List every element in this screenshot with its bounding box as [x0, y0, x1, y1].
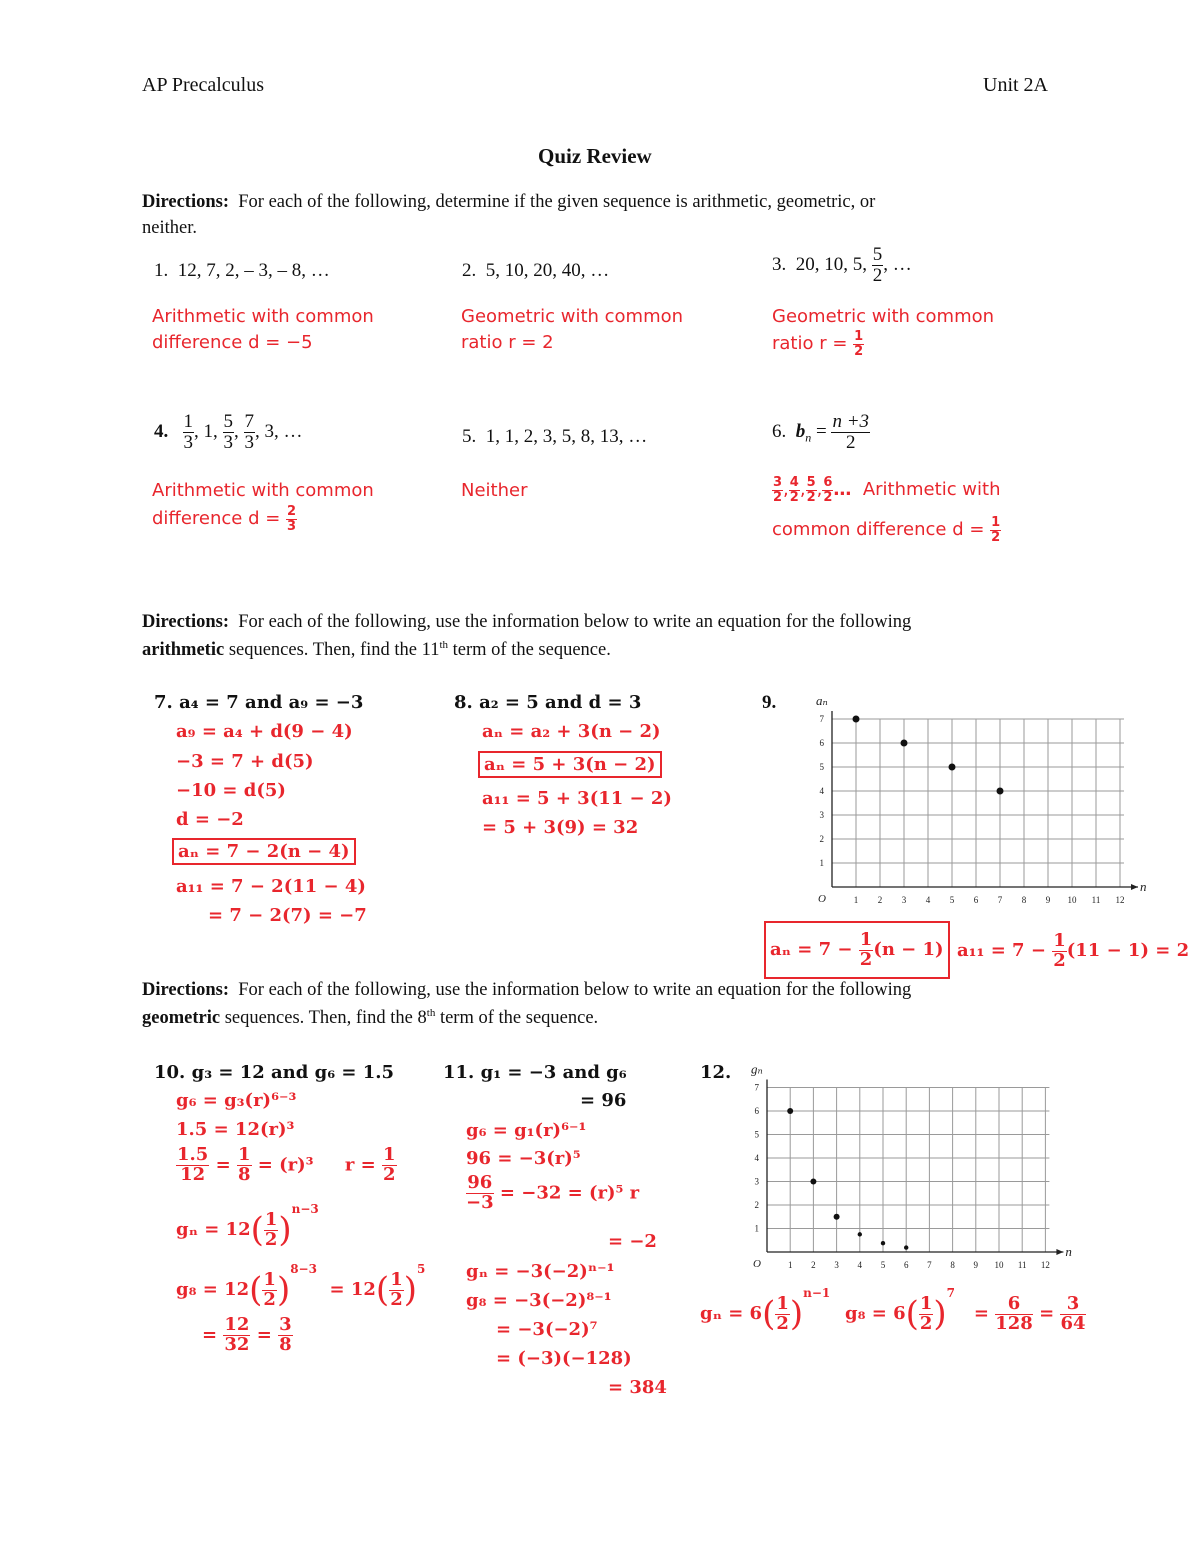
p8-line4: = 5 + 3(9) = 32 [482, 817, 639, 838]
problem-number: 2. [462, 260, 477, 281]
p11-line7: = (−3)(−128) [496, 1348, 632, 1369]
fraction: $\frac{3}{64}$ [1060, 1292, 1086, 1334]
fraction: $\frac{1}{8}$ [237, 1144, 251, 1185]
fraction: $\frac{5}{2}$ [806, 475, 816, 505]
sequence: 1, 1, 2, 3, 5, 8, 13, … [485, 426, 648, 447]
x-tick-label: 10 [994, 1260, 1004, 1270]
answer-2-line1: Geometric with common [461, 306, 684, 327]
fraction: $\frac{7}{3}$ [244, 411, 254, 453]
answer-1-line1: Arithmetic with common [152, 306, 374, 327]
data-point [858, 1232, 862, 1236]
x-tick-label: 8 [950, 1260, 955, 1270]
answer-6-line2: common difference d = $\frac{1}{2}$ [772, 515, 1001, 545]
p12-eighth-term: g₈ = 6( $\frac{1}{2}$ )$^7$ = $\frac{6}{128}$ = $\frac{3}{64}$ [845, 1286, 1086, 1334]
chart-problem-12 [745, 1060, 1100, 1280]
x-tick-label: 10 [1067, 895, 1077, 905]
data-point [997, 788, 1004, 795]
p8-line1: aₙ = a₂ + 3(n − 2) [482, 721, 661, 742]
problem-12-number: 12. [700, 1062, 732, 1083]
problem-number: 3. [772, 253, 787, 275]
x-tick-label: 4 [925, 895, 931, 905]
fraction: $\frac{1}{3}$ [183, 411, 193, 453]
p10-line3: $\frac{1.5}{12}$ = $\frac{1}{8}$ = (r)³ r = $\frac{1}{2}$ [177, 1144, 396, 1185]
problem-6: 6. $b_n$ = $\frac{n +3}{2}$ [772, 411, 870, 453]
answer-3-line1: Geometric with common [772, 306, 995, 327]
fraction: $\frac{1}{2}$ [776, 1292, 789, 1334]
p11-line3b: = −2 [608, 1231, 657, 1252]
x-axis-label: n [1065, 1244, 1072, 1259]
y-tick-label: 6 [819, 738, 824, 748]
x-tick-label: 2 [811, 1260, 816, 1270]
x-tick-label: 2 [877, 895, 883, 905]
directions-2-line2: arithmetic sequences. Then, find the 11th term of the sequence. [142, 639, 611, 661]
fraction: $\frac{96}{-3}$ [466, 1172, 494, 1213]
p11-line4: gₙ = −3(−2)ⁿ⁻¹ [466, 1261, 615, 1282]
directions-3-line2: geometric sequences. Then, find the 8th term of the sequence. [142, 1007, 599, 1029]
x-axis-arrow [1131, 884, 1138, 890]
y-tick-label: 6 [754, 1106, 759, 1116]
fraction: $\frac{1}{2}$ [390, 1268, 403, 1310]
y-tick-label: 4 [754, 1153, 759, 1163]
p11-line8: = 384 [608, 1377, 667, 1398]
fraction: $\frac{n +3}{2}$ [832, 411, 870, 453]
p9-boxed-equation: aₙ = 7 − $\frac{1}{2}$ (n − 1) [764, 921, 950, 979]
x-tick-label: 11 [1017, 1260, 1027, 1270]
problem-9-number: 9. [762, 692, 777, 713]
y-tick-label: 3 [819, 810, 824, 820]
data-point [853, 716, 860, 723]
p10-line2: 1.5 = 12(r)³ [176, 1119, 295, 1140]
y-tick-label: 4 [819, 786, 824, 796]
sequence: 12, 7, 2, – 3, – 8, … [177, 260, 330, 281]
y-tick-label: 2 [819, 834, 824, 844]
fraction: $\frac{6}{2}$ [823, 475, 833, 505]
p10-line4: gₙ = 12( $\frac{1}{2}$ )$^{n-3}$ [176, 1202, 319, 1250]
y-tick-label: 1 [754, 1223, 759, 1234]
y-tick-label: 7 [819, 714, 824, 724]
problem-10-given: 10. g₃ = 12 and g₆ = 1.5 [154, 1062, 395, 1083]
problem-7-given: 7. a₄ = 7 and a₉ = −3 [154, 692, 364, 713]
x-tick-label: 9 [973, 1260, 979, 1270]
x-tick-label: 6 [973, 895, 979, 905]
fraction: $\frac{2}{3}$ [287, 504, 297, 534]
problem-11-given: 11. g₁ = −3 and g₆ [443, 1062, 627, 1083]
problem-number: 6. [772, 420, 787, 442]
x-tick-label: 8 [1021, 895, 1027, 905]
directions-text: For each of the following, use the information below to write an equation for the following [238, 980, 912, 1000]
p7-line4: d = −2 [176, 809, 244, 830]
answer-3-line2: ratio r = $\frac{1}{2}$ [772, 329, 864, 359]
fraction: $\frac{6}{128}$ [995, 1292, 1033, 1334]
p10-line5: g₈ = 12( $\frac{1}{2}$ )$^{8-3}$ = 12( $\frac{1}{2}$ )$^5$ [176, 1262, 426, 1310]
x-tick-label: 6 [903, 1260, 909, 1270]
y-tick-label: 1 [819, 858, 824, 868]
sequence: 5, 10, 20, 40, … [485, 260, 610, 281]
y-axis-label: gₙ [751, 1061, 763, 1077]
directions-1-line2: neither. [142, 218, 197, 238]
x-tick-label: 12 [1115, 895, 1125, 905]
x-tick-label: 1 [787, 1260, 793, 1270]
problem-3: 3. 20, 10, 5, $\frac{5}{2}$ , … [772, 244, 912, 286]
p11-line1: g₆ = g₁(r)⁶⁻¹ [466, 1120, 587, 1141]
fraction: $\frac{3}{2}$ [773, 475, 783, 505]
fraction: $\frac{1}{2}$ [991, 515, 1001, 545]
fraction: $\frac{1.5}{12}$ [177, 1144, 209, 1185]
answer-4-line1: Arithmetic with common [152, 480, 374, 501]
y-tick-label: 7 [754, 1082, 759, 1093]
data-point [810, 1179, 816, 1185]
x-tick-label: 3 [901, 895, 907, 905]
fraction: $\frac{3}{8}$ [279, 1314, 292, 1355]
x-axis-label: n [1140, 879, 1147, 894]
problem-2 [462, 260, 609, 282]
directions-label: Directions: [142, 980, 229, 1000]
p11-line3: $\frac{96}{-3}$ = −32 = (r)⁵ r [466, 1172, 640, 1213]
x-tick-label: 5 [880, 1260, 886, 1270]
y-tick-label: 5 [819, 762, 824, 772]
problem-1 [154, 260, 330, 282]
y-tick-label: 3 [754, 1176, 759, 1187]
fraction: $\frac{1}{2}$ [263, 1268, 276, 1310]
p10-line6: = $\frac{12}{32}$ = $\frac{3}{8}$ [202, 1314, 292, 1355]
p7-line3: −10 = d(5) [176, 780, 286, 801]
directions-3 [142, 980, 911, 1001]
directions-label: Directions: [142, 192, 229, 212]
directions-text: For each of the following, determine if the given sequence is arithmetic, geometric, or [238, 192, 876, 212]
p7-line6: a₁₁ = 7 − 2(11 − 4) [176, 876, 366, 897]
origin-label: O [753, 1258, 761, 1270]
page-title: Quiz Review [538, 144, 652, 168]
sequence: 20, 10, 5, [795, 253, 867, 275]
directions-2 [142, 612, 911, 633]
p11-line2: 96 = −3(r)⁵ [466, 1148, 581, 1169]
x-tick-label: 12 [1040, 1260, 1050, 1270]
problem-11-given-line2: = 96 [580, 1090, 627, 1111]
unit-label: Unit 2A [983, 74, 1048, 96]
p11-line5: g₈ = −3(−2)⁸⁻¹ [466, 1290, 612, 1311]
data-point [834, 1214, 840, 1220]
directions-label: Directions: [142, 612, 229, 632]
p12-general-term: gₙ = 6( $\frac{1}{2}$ )$^{n-1}$ [700, 1286, 831, 1334]
answer-1-line2: difference d = −5 [152, 332, 313, 353]
p8-boxed-equation: aₙ = 5 + 3(n − 2) [478, 751, 662, 778]
fraction: $\frac{1}{2}$ [264, 1208, 278, 1250]
answer-5: Neither [461, 480, 528, 501]
fraction: $\frac{1}{2}$ [919, 1292, 933, 1334]
p7-line1: a₉ = a₄ + d(9 − 4) [176, 721, 353, 742]
data-point [949, 764, 956, 771]
fraction: $\frac{1}{2}$ [854, 329, 864, 359]
answer-4-line2: difference d = $\frac{2}{3}$ [152, 504, 297, 534]
problem-number: 5. [462, 426, 477, 447]
answer-2-line2: ratio r = 2 [461, 332, 554, 353]
problem-4: 4. $\frac{1}{3}$ , 1, $\frac{5}{3}$ , $\frac{7}{3}$ , 3, … [154, 411, 303, 453]
problem-8-given: 8. a₂ = 5 and d = 3 [454, 692, 642, 713]
x-tick-label: 4 [857, 1260, 863, 1270]
fraction: $\frac{1}{2}$ [383, 1144, 396, 1185]
problem-5 [462, 426, 647, 448]
x-tick-label: 7 [927, 1260, 932, 1270]
y-tick-label: 5 [754, 1129, 759, 1140]
fraction: $\frac{4}{2}$ [789, 475, 799, 505]
p8-line3: a₁₁ = 5 + 3(11 − 2) [482, 788, 672, 809]
p7-line7: = 7 − 2(7) = −7 [208, 905, 367, 926]
problem-number: 4. [154, 420, 169, 442]
p7-line2: −3 = 7 + d(5) [176, 751, 314, 772]
y-axis-label: aₙ [816, 693, 828, 708]
fraction: $\frac{5}{3}$ [223, 411, 233, 453]
problem-number: 1. [154, 260, 169, 281]
course-name: AP Precalculus [142, 74, 265, 96]
fraction: $\frac{1}{2}$ [859, 928, 873, 970]
origin-label: O [818, 893, 826, 905]
chart-problem-9 [800, 690, 1170, 920]
data-point [901, 740, 908, 747]
directions-text: For each of the following, use the information below to write an equation for the following [238, 612, 912, 632]
answer-6-line1: $\frac{3}{2}$ , $\frac{4}{2}$ , $\frac{5}{2}$ , $\frac{6}{2}$ … Arithmetic with [773, 475, 1001, 505]
x-tick-label: 1 [853, 895, 859, 905]
p7-boxed-equation: aₙ = 7 − 2(n − 4) [172, 838, 356, 865]
data-point [904, 1245, 908, 1249]
directions-1 [142, 192, 875, 213]
data-point [881, 1241, 885, 1245]
x-tick-label: 7 [997, 895, 1003, 905]
p11-line6: = −3(−2)⁷ [496, 1319, 598, 1340]
p10-line1: g₆ = g₃(r)⁶⁻³ [176, 1090, 297, 1111]
fraction: $\frac{1}{2}$ [1053, 929, 1066, 971]
y-tick-label: 2 [754, 1200, 759, 1210]
p9-answer: a₁₁ = 7 − $\frac{1}{2}$ (11 − 1) = 2 [957, 929, 1190, 971]
fraction: $\frac{12}{32}$ [224, 1314, 250, 1355]
fraction: $\frac{5}{2}$ [872, 244, 883, 286]
x-axis-arrow [1056, 1249, 1063, 1255]
x-tick-label: 3 [834, 1260, 839, 1270]
data-point [787, 1108, 793, 1114]
x-tick-label: 5 [949, 895, 955, 905]
x-tick-label: 9 [1045, 895, 1051, 905]
x-tick-label: 11 [1091, 895, 1101, 905]
